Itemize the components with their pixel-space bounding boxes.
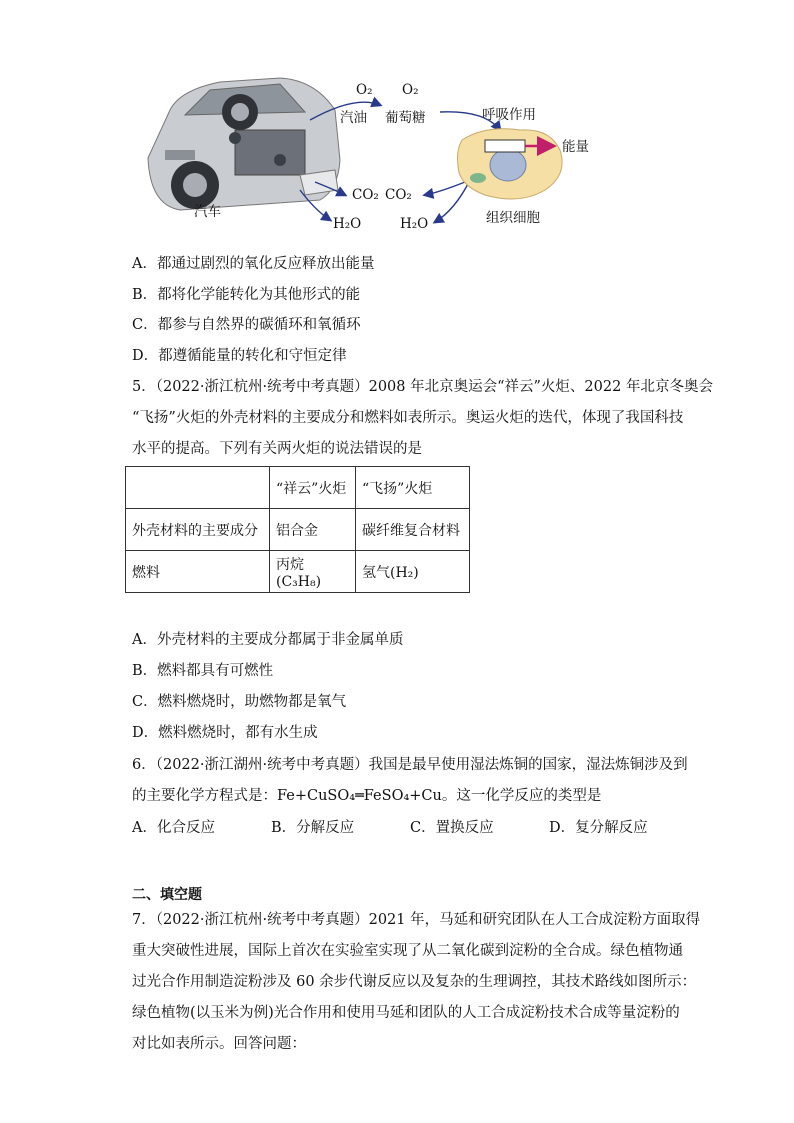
q7-stem-line-1: 7．（2022·浙江杭州·统考中考真题）2021 年，马延和研究团队在人工合成淀粉方面取得 (132, 912, 701, 928)
table-header-cell: “飞扬”火炬 (356, 467, 470, 509)
table-cell: 碳纤维复合材料 (356, 509, 470, 551)
cell-illustration (458, 129, 563, 199)
o2-left-label: O₂ (356, 82, 373, 98)
q5-stem-line-2: “飞扬”火炬的外壳材料的主要成分和燃料如表所示。奥运火炬的迭代，体现了我国科技 (132, 410, 684, 426)
car-label: 汽车 (194, 204, 221, 220)
table-cell: 铝合金 (270, 509, 356, 551)
q6-stem-line-2: 的主要化学方程式是：Fe+CuSO₄═FeSO₄+Cu。这一化学反应的类型是 (132, 788, 602, 804)
q5-option-a: A．外壳材料的主要成分都属于非金属单质 (132, 632, 404, 648)
q5-stem-line-3: 水平的提高。下列有关两火炬的说法错误的是 (132, 441, 422, 457)
q5-stem-line-1: 5．（2022·浙江杭州·统考中考真题）2008 年北京奥运会“祥云”火炬、2022 年北京冬奥会 (132, 379, 713, 395)
q4-option-d: D．都遵循能量的转化和守恒定律 (132, 348, 347, 364)
gasoline-label: 汽油 (340, 110, 367, 126)
q7-stem-line-2: 重大突破性进展，国际上首次在实验室实现了从二氧化碳到淀粉的全合成。绿色植物通 (132, 943, 683, 959)
q6-option-d: D．复分解反应 (549, 820, 648, 836)
h2o-right-label: H₂O (400, 216, 429, 232)
table-header-cell (126, 467, 270, 509)
table-header-row (126, 467, 470, 509)
energy-comparison-figure (140, 70, 610, 235)
q6-option-a: A．化合反应 (132, 820, 215, 836)
co2-right-label: CO₂ (385, 187, 412, 203)
q7-stem-line-3: 过光合作用制造淀粉涉及 60 余步代谢反应以及复杂的生理调控，其技术路线如图所示： (132, 974, 697, 990)
table-row (126, 509, 470, 551)
table-cell: 燃料 (126, 551, 270, 593)
q4-option-a: A．都通过剧烈的氧化反应释放出能量 (132, 256, 375, 272)
q4-option-c: C．都参与自然界的碳循环和氧循环 (132, 317, 361, 333)
q7-stem-line-5: 对比如表所示。回答问题： (132, 1036, 306, 1052)
section-title: 二、填空题 (132, 887, 202, 903)
q5-option-b: B．燃料都具有可燃性 (132, 663, 274, 679)
respiration-label: 呼吸作用 (482, 107, 536, 123)
q4-option-b: B．都将化学能转化为其他形式的能 (132, 287, 361, 303)
table-row (126, 551, 470, 593)
h2o-left-label: H₂O (333, 216, 362, 232)
q6-option-b: B．分解反应 (271, 820, 355, 836)
o2-right-label: O₂ (402, 82, 419, 98)
table-cell: 外壳材料的主要成分 (126, 509, 270, 551)
q5-option-c: C．燃料燃烧时，助燃物都是氧气 (132, 694, 347, 710)
car-illustration (148, 78, 340, 210)
torch-comparison-table (125, 466, 470, 593)
arrow-cell-co2 (425, 182, 465, 195)
table-cell: 氢气(H₂) (356, 551, 470, 593)
table-header-cell: “祥云”火炬 (270, 467, 356, 509)
cell-label: 组织细胞 (486, 210, 540, 226)
table-cell: 丙烷(C₃H₈) (270, 551, 356, 593)
q7-stem-line-4: 绿色植物(以玉米为例)光合作用和使用马延和团队的人工合成淀粉技术合成等量淀粉的 (132, 1005, 680, 1021)
co2-left-label: CO₂ (352, 187, 379, 203)
q6-option-c: C．置换反应 (410, 820, 494, 836)
energy-label: 能量 (562, 139, 589, 155)
q6-stem-line-1: 6．（2022·浙江湖州·统考中考真题）我国是最早使用湿法炼铜的国家，湿法炼铜涉及到 (132, 757, 688, 773)
glucose-label: 葡萄糖 (385, 110, 426, 126)
q5-option-d: D．燃料燃烧时，都有水生成 (132, 725, 318, 741)
